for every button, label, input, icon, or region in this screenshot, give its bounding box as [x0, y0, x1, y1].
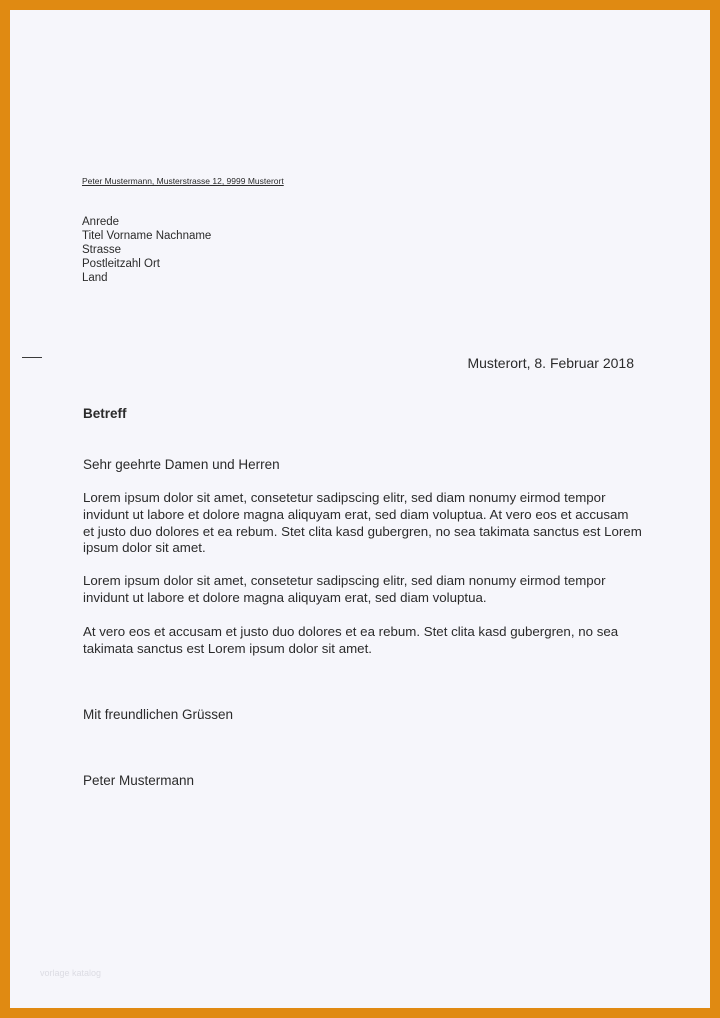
recipient-name-line: Titel Vorname Nachname [82, 230, 212, 242]
recipient-street-line: Strasse [82, 244, 121, 256]
recipient-country-line: Land [82, 272, 108, 284]
letter-closing: Mit freundlichen Grüssen [83, 707, 234, 722]
recipient-city-line: Postleitzahl Ort [82, 258, 160, 270]
letter-page [10, 10, 710, 1008]
fold-mark [22, 357, 42, 358]
letter-subject: Betreff [83, 406, 127, 421]
letter-salutation: Sehr geehrte Damen und Herren [83, 457, 280, 472]
sender-return-address: Peter Mustermann, Musterstrasse 12, 9999 Musterort [82, 176, 284, 186]
recipient-salutation-line: Anrede [82, 216, 120, 228]
watermark: vorlage katalog [40, 968, 102, 978]
letter-date: Musterort, 8. Februar 2018 [467, 355, 634, 371]
recipient-address-block [82, 215, 211, 285]
body-paragraph-1: Lorem ipsum dolor sit amet, consetetur sadipscing elitr, sed diam nonumy eirmod tempor invidunt ut labore et dolore magna aliquyam erat, sed diam voluptua. At vero eos et accusam et justo duo dolores et ea rebum. Stet clita kasd gubergren, no sea takimata sanctus est Lorem ipsum dolor sit amet. [83, 490, 642, 556]
body-paragraph-2: Lorem ipsum dolor sit amet, consetetur sadipscing elitr, sed diam nonumy eirmod tempor invidunt ut labore et dolore magna aliquyam erat, sed diam voluptua. [83, 573, 606, 605]
letter-signature: Peter Mustermann [83, 773, 195, 788]
body-paragraph-3: At vero eos et accusam et justo duo dolores et ea rebum. Stet clita kasd gubergren, no sea takimata sanctus est Lorem ipsum dolor sit amet. [83, 624, 619, 656]
